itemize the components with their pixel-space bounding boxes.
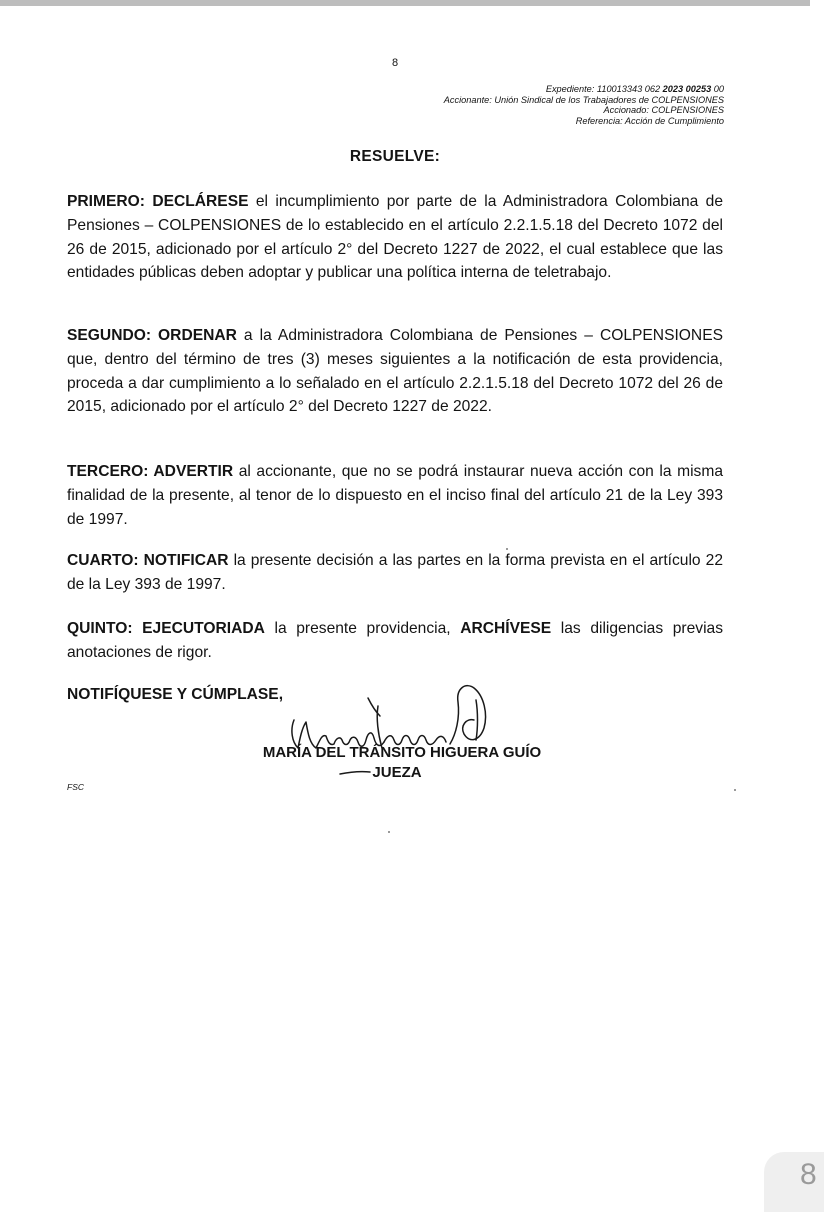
accionante-label: Accionante:	[443, 94, 492, 105]
primero-text: el incumplimiento por parte de la Administradora Colombiana de Pensiones – COLPENSIONES de lo establecido en el artículo 2.2.1.5.18 del Decreto 1072 del 26 de 2015, adicionado por el artículo 2° del Decreto 1227 de 2022, el cual establece que las entidades públicas deben adoptar y publicar una política interna de teletrabajo.	[67, 193, 724, 282]
referencia-line	[444, 116, 724, 127]
resolve-heading: RESUELVE:	[349, 148, 441, 165]
resolution-tercero	[67, 460, 723, 531]
segundo-text: a la Administradora Colombiana de Pensiones – COLPENSIONES que, dentro del término de tres (3) meses siguientes a la notificación de esta providencia, proceda a dar cumplimiento a lo señalado en el artículo 2.2.1.5.18 del Decreto 1072 del 26 de 2015, adicionado por el artículo 2° del Decreto 1227 de 2022.	[67, 327, 723, 416]
signer-title: JUEZA	[372, 764, 422, 781]
quinto-lead-b: ARCHÍVESE	[460, 620, 552, 637]
cuarto-text: la presente decisión a las partes en la forma prevista en el artículo 22 de la Ley 393 de 1997.	[67, 552, 723, 593]
signer-name: MARÍA DEL TRÁNSITO HIGUERA GUÍO	[262, 744, 542, 761]
resolution-quinto	[67, 617, 723, 665]
primero-lead: PRIMERO: DECLÁRESE	[67, 193, 249, 210]
typist-initials: FSC	[67, 782, 84, 792]
expediente-value-pre: 110013343 062	[596, 84, 661, 94]
quinto-lead: QUINTO: EJECUTORIADA	[67, 620, 265, 637]
expediente-line	[444, 84, 724, 95]
accionante-line	[444, 95, 724, 106]
quinto-text-b: las diligencias previas anotaciones de rigor.	[67, 620, 723, 661]
accionado-value: COLPENSIONES	[651, 105, 724, 116]
case-header	[444, 84, 724, 126]
quinto-text-a: la presente providencia,	[264, 620, 461, 637]
corner-page-number: 8	[800, 1158, 817, 1191]
page-number: 8	[391, 57, 399, 69]
referencia-label: Referencia:	[575, 115, 623, 126]
scan-speck	[388, 831, 390, 833]
resolution-primero	[67, 190, 723, 285]
scan-speck	[734, 789, 736, 791]
accionado-label: Accionado:	[603, 105, 649, 116]
accionante-value: Unión Sindical de los Trabajadores de COLPENSIONES	[494, 94, 724, 105]
cuarto-lead: CUARTO: NOTIFICAR	[67, 552, 229, 569]
accionado-line	[444, 105, 724, 116]
expediente-value-post: 00	[713, 84, 724, 94]
top-border	[0, 0, 810, 6]
segundo-lead: SEGUNDO: ORDENAR	[67, 327, 237, 344]
resolution-segundo	[67, 324, 723, 419]
referencia-value: Acción de Cumplimiento	[624, 115, 724, 126]
tercero-text: al accionante, que no se podrá instaurar nueva acción con la misma finalidad de la presente, al tenor de lo dispuesto en el inciso final del artículo 21 de la Ley 393 de 1997.	[67, 463, 723, 528]
closing-formula: NOTIFÍQUESE Y CÚMPLASE,	[67, 686, 284, 703]
tercero-lead: TERCERO: ADVERTIR	[67, 463, 234, 480]
expediente-value-bold: 2023 00253	[662, 84, 712, 94]
resolution-cuarto	[67, 549, 723, 597]
expediente-label: Expediente:	[545, 84, 595, 94]
scan-speck	[506, 548, 508, 550]
